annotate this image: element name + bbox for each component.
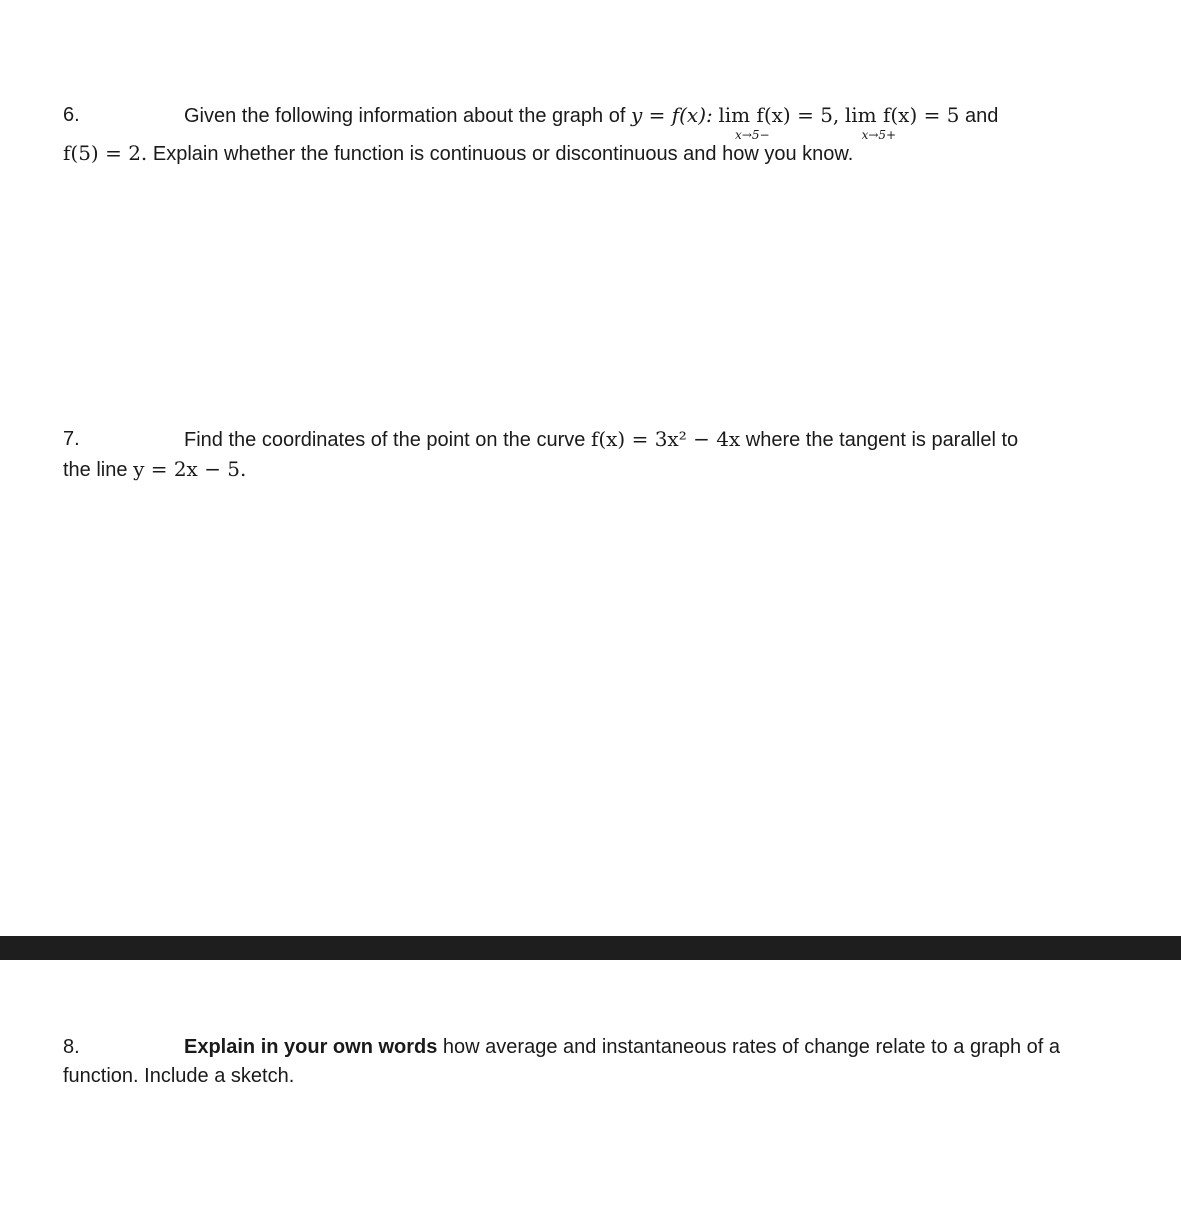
question-text: how average and instantaneous rates of change relate to a graph of a	[442, 1036, 1061, 1058]
question-number: 7.	[63, 428, 80, 450]
question-7	[63, 427, 1123, 487]
curve-equation: f(x) = 3x² − 4x	[590, 427, 741, 451]
left-limit-subscript: x→5−	[735, 128, 770, 142]
question-8-line-1	[184, 1035, 1060, 1059]
question-8	[63, 1035, 1123, 1095]
left-limit-expression: lim f(x) = 5,	[718, 103, 840, 127]
left-limit	[718, 103, 840, 142]
question-8-line-2	[63, 1064, 294, 1088]
question-6	[63, 103, 1123, 173]
equation: y = f(x):	[630, 103, 713, 127]
question-text: Find the coordinates of the point on the curve	[184, 429, 586, 451]
divider-bar	[0, 936, 1181, 960]
question-7-line-2	[63, 457, 246, 482]
question-text: the line	[63, 459, 128, 481]
question-text: and	[965, 105, 999, 127]
question-number: 6.	[63, 104, 80, 126]
question-6-line-1	[184, 103, 999, 142]
bold-instruction: Explain in your own words	[184, 1036, 438, 1058]
question-6-line-2	[63, 141, 853, 166]
question-text: where the tangent is parallel to	[745, 429, 1019, 451]
question-text: function. Include a sketch.	[63, 1065, 295, 1087]
right-limit-expression: lim f(x) = 5	[844, 103, 960, 127]
question-text: Explain whether the function is continuous or discontinuous and how you know.	[152, 143, 854, 165]
question-text: Given the following information about the graph of	[184, 105, 626, 127]
line-equation: y = 2x − 5.	[133, 457, 247, 481]
right-limit-subscript: x→5+	[861, 128, 897, 142]
question-number: 8.	[63, 1036, 80, 1058]
equation: f(5) = 2.	[63, 141, 148, 165]
right-limit	[844, 103, 960, 142]
question-7-line-1	[184, 427, 1018, 452]
